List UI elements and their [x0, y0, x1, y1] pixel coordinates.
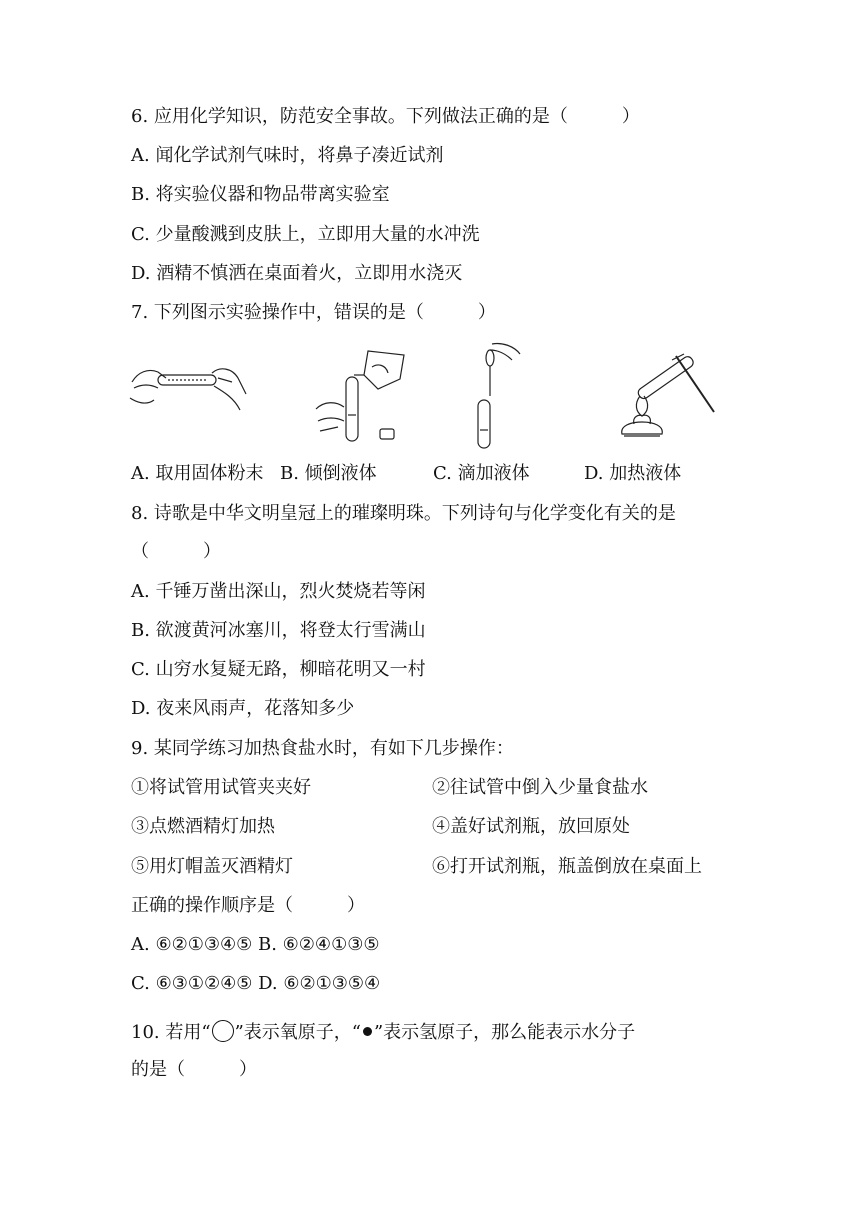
- pour-liquid-illustration: [308, 345, 410, 447]
- q9-step-2: ②往试管中倒入少量食盐水: [432, 777, 648, 798]
- q7-caption-a: A. 取用固体粉末: [131, 463, 264, 484]
- q9-question: 正确的操作顺序是（ ）: [131, 895, 365, 916]
- q6-option-a: A. 闻化学试剂气味时，将鼻子凑近试剂: [131, 145, 444, 166]
- q10-stem-part-b: ”表示氧原子，“: [234, 1022, 361, 1043]
- q8-stem: 8. 诗歌是中华文明皇冠上的璀璨明珠。下列诗句与化学变化有关的是: [131, 503, 676, 524]
- q6-option-d: D. 酒精不慎洒在桌面着火，立即用水浇灭: [131, 263, 463, 284]
- q10-stem-part-a: 10. 若用“: [131, 1022, 211, 1043]
- q6-stem: 6. 应用化学知识，防范安全事故。下列做法正确的是（ ）: [131, 106, 640, 127]
- q9-options-ab: A. ⑥②①③④⑤ B. ⑥②④①③⑤: [131, 934, 380, 955]
- dropper-illustration: [462, 340, 524, 450]
- q8-option-a: A. 千锤万凿出深山，烈火焚烧若等闲: [131, 581, 426, 602]
- q9-step-4: ④盖好试剂瓶，放回原处: [432, 816, 630, 837]
- filled-dot-icon: [363, 1027, 372, 1036]
- open-circle-icon: [212, 1020, 234, 1042]
- q8-option-b: B. 欲渡黄河冰塞川，将登太行雪满山: [131, 620, 426, 641]
- q7-caption-b: B. 倾倒液体: [280, 463, 377, 484]
- heat-tube-illustration: [610, 352, 720, 450]
- q8-option-d: D. 夜来风雨声，花落知多少: [131, 698, 355, 719]
- powder-tube-illustration: [128, 358, 250, 420]
- q6-option-c: C. 少量酸溅到皮肤上，立即用大量的水冲洗: [131, 224, 480, 245]
- q9-step-3: ③点燃酒精灯加热: [131, 816, 275, 837]
- q7-stem: 7. 下列图示实验操作中，错误的是（ ）: [131, 302, 496, 323]
- q6-option-b: B. 将实验仪器和物品带离实验室: [131, 184, 390, 205]
- q8-stem-cont: （ ）: [131, 541, 221, 562]
- q7-caption-c: C. 滴加液体: [433, 463, 530, 484]
- q9-step-5: ⑤用灯帽盖灭酒精灯: [131, 856, 293, 877]
- q9-options-cd: C. ⑥③①②④⑤ D. ⑥②①③⑤④: [131, 973, 381, 994]
- q8-option-c: C. 山穷水复疑无路，柳暗花明又一村: [131, 659, 426, 680]
- q9-stem: 9. 某同学练习加热食盐水时，有如下几步操作：: [131, 738, 514, 759]
- q10-stem-part-c: ”表示氢原子，那么能表示水分子: [373, 1022, 636, 1043]
- q9-step-1: ①将试管用试管夹夹好: [131, 777, 311, 798]
- q7-caption-d: D. 加热液体: [584, 463, 682, 484]
- q10-stem: [131, 1020, 635, 1045]
- q10-stem-cont: 的是（ ）: [131, 1059, 257, 1080]
- q9-step-6: ⑥打开试剂瓶，瓶盖倒放在桌面上: [432, 856, 702, 877]
